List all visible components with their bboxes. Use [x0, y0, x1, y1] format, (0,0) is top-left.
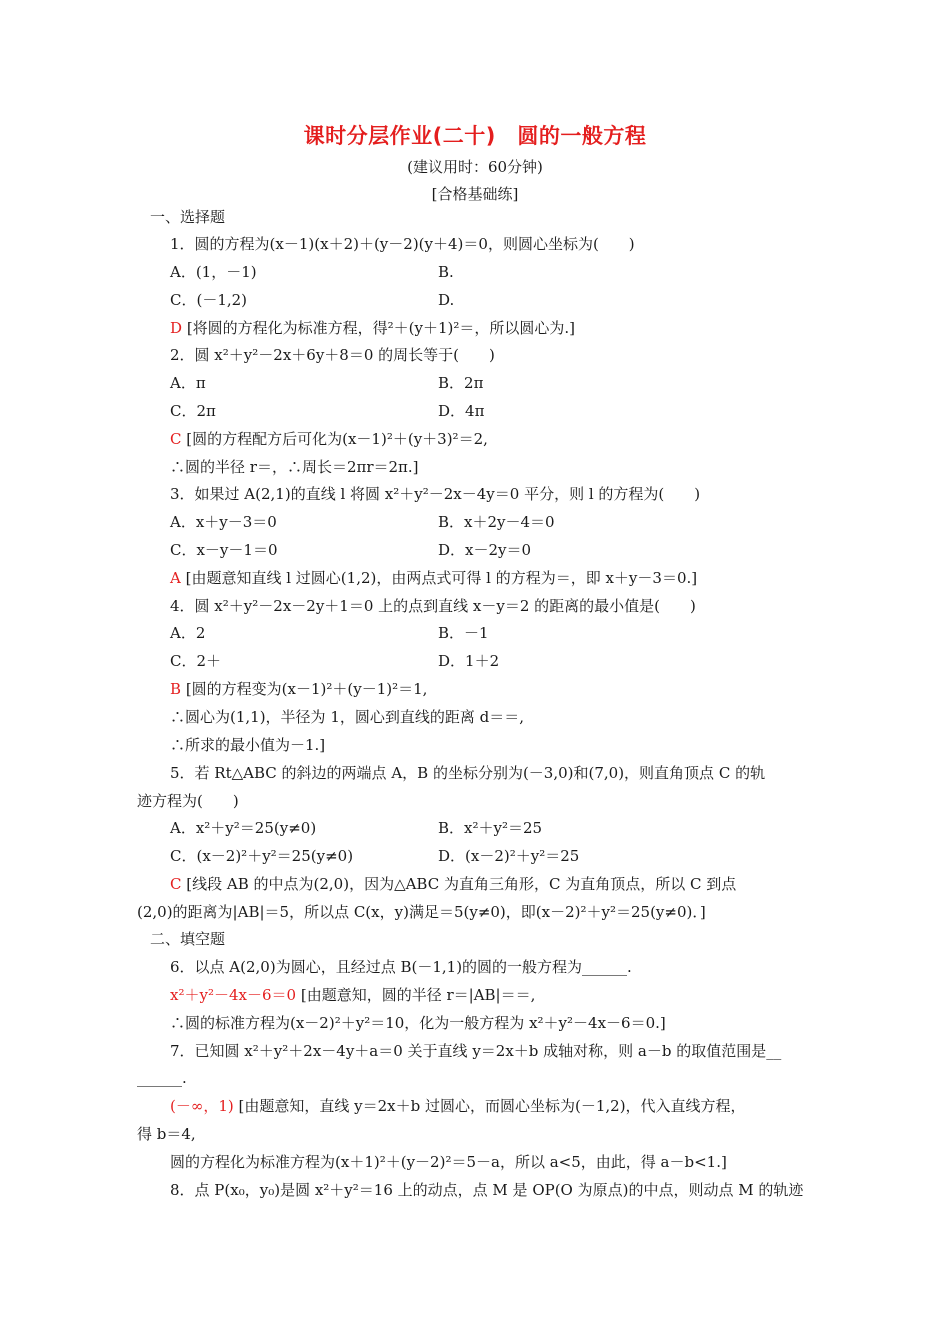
- q3-option-a: A．x＋y－3＝0: [170, 513, 277, 531]
- q4-explanation-1: [圆的方程变为(x－1)²＋(y－1)²＝1,: [185, 680, 428, 698]
- q2-solution: [170, 429, 488, 449]
- q4-option-d: D．1＋2: [438, 652, 500, 670]
- q4-stem: 4．圆 x²＋y²－2x－2y＋1＝0 上的点到直线 x－y＝2 的距离的最小值是( ): [170, 597, 696, 615]
- q3-stem: 3．如果过 A(2,1)的直线 l 将圆 x²＋y²－2x－4y＝0 平分，则 l 的方程为( ): [170, 485, 701, 503]
- q6-explanation-1: [由题意知，圆的半径 r＝|AB|＝＝,: [300, 986, 536, 1004]
- q5-stem-1: 5．若 Rt△ABC 的斜边的两端点 A，B 的坐标分别为(－3,0)和(7,0)，则直角顶点 C 的轨: [170, 764, 766, 782]
- q7-answer: (－∞，1): [170, 1097, 234, 1115]
- q3-option-d: D．x－2y＝0: [438, 541, 532, 559]
- q4-explanation-3: ∴所求的最小值为－1.]: [170, 736, 326, 754]
- q7-explanation-3: 圆的方程化为标准方程为(x＋1)²＋(y－2)²＝5－a，所以 a<5，由此，得 a－b<1.]: [170, 1153, 727, 1171]
- q7-explanation-1: [由题意知，直线 y＝2x＋b 过圆心，而圆心坐标为(－1,2)，代入直线方程，: [238, 1097, 746, 1115]
- q6-solution: [170, 985, 535, 1005]
- q7-explanation-2: 得 b＝4,: [137, 1125, 196, 1143]
- q1-option-b: B.: [438, 263, 454, 281]
- q5-stem-2: 迹方程为( ): [137, 792, 239, 810]
- q2-stem: 2．圆 x²＋y²－2x＋6y＋8＝0 的周长等于( ): [170, 346, 495, 364]
- q5-answer: C: [170, 875, 182, 893]
- q3-option-b: B．x＋2y－4＝0: [438, 513, 555, 531]
- q2-answer: C: [170, 430, 182, 448]
- q2-option-c: C．2π: [170, 402, 216, 420]
- page-title: 课时分层作业(二十) 圆的一般方程: [303, 124, 647, 148]
- q2-option-b: B．2π: [438, 374, 484, 392]
- q4-solution: [170, 679, 427, 699]
- q3-explanation: [由题意知直线 l 过圆心(1,2)，由两点式可得 l 的方程为＝，即 x＋y－3＝0.]: [185, 569, 698, 587]
- q7-stem-1: 7．已知圆 x²＋y²＋2x－4y＋a＝0 关于直线 y＝2x＋b 成轴对称，则 a－b 的取值范围是__: [170, 1042, 782, 1060]
- q5-explanation-2: (2,0)的距离为|AB|＝5，所以点 C(x，y)满足＝5(y≠0)，即(x－2)²＋y²＝25(y≠0)．]: [137, 903, 706, 921]
- q2-option-d: D．4π: [438, 402, 485, 420]
- q5-option-a: A．x²＋y²＝25(y≠0): [170, 819, 317, 837]
- q6-answer: x²＋y²－4x－6＝0: [170, 986, 297, 1004]
- q3-solution: [170, 568, 697, 588]
- q5-option-b: B．x²＋y²＝25: [438, 819, 543, 837]
- q8-stem: 8．点 P(x₀，y₀)是圆 x²＋y²＝16 上的动点，点 M 是 OP(O 为原点)的中点，则动点 M 的轨迹: [170, 1181, 804, 1199]
- q6-stem: 6．以点 A(2,0)为圆心，且经过点 B(－1,1)的圆的一般方程为______.: [170, 958, 632, 976]
- q5-solution: [170, 874, 736, 894]
- q7-solution: [170, 1096, 746, 1116]
- section-choice: 一、选择题: [150, 208, 226, 226]
- q1-option-c: C．(－1,2): [170, 291, 248, 309]
- level-heading: [合格基础练]: [431, 185, 519, 203]
- q4-option-a: A．2: [170, 624, 206, 642]
- q1-solution: [170, 318, 575, 338]
- q7-stem-2: ______.: [137, 1069, 187, 1087]
- q6-explanation-2: ∴圆的标准方程为(x－2)²＋y²＝10，化为一般方程为 x²＋y²－4x－6＝0.]: [170, 1014, 666, 1032]
- time-note: (建议用时：60分钟): [407, 158, 543, 176]
- q1-answer: D: [170, 319, 183, 337]
- q2-explanation-1: [圆的方程配方后可化为(x－1)²＋(y＋3)²＝2,: [186, 430, 488, 448]
- q1-option-d: D.: [438, 291, 455, 309]
- q5-option-c: C．(x－2)²＋y²＝25(y≠0): [170, 847, 354, 865]
- q5-option-d: D．(x－2)²＋y²＝25: [438, 847, 580, 865]
- q2-option-a: A．π: [170, 374, 206, 392]
- q1-option-a: A．(1，－1): [170, 263, 257, 281]
- q4-option-c: C．2＋: [170, 652, 222, 670]
- q4-explanation-2: ∴圆心为(1,1)，半径为 1，圆心到直线的距离 d＝＝,: [170, 708, 525, 726]
- section-fill: 二、填空题: [150, 930, 226, 948]
- q3-option-c: C．x－y－1＝0: [170, 541, 278, 559]
- q1-stem: 1．圆的方程为(x－1)(x＋2)＋(y－2)(y＋4)＝0，则圆心坐标为( ): [170, 235, 635, 253]
- q1-explanation: [将圆的方程化为标准方程，得²＋(y＋1)²＝，所以圆心为.]: [186, 319, 576, 337]
- q4-option-b: B．－1: [438, 624, 489, 642]
- q3-answer: A: [170, 569, 181, 587]
- q2-explanation-2: ∴圆的半径 r＝，∴周长＝2πr＝2π.]: [170, 458, 419, 476]
- q5-explanation-1: [线段 AB 的中点为(2,0)，因为△ABC 为直角三角形，C 为直角顶点，所以 C 到点: [186, 875, 737, 893]
- q4-answer: B: [170, 680, 182, 698]
